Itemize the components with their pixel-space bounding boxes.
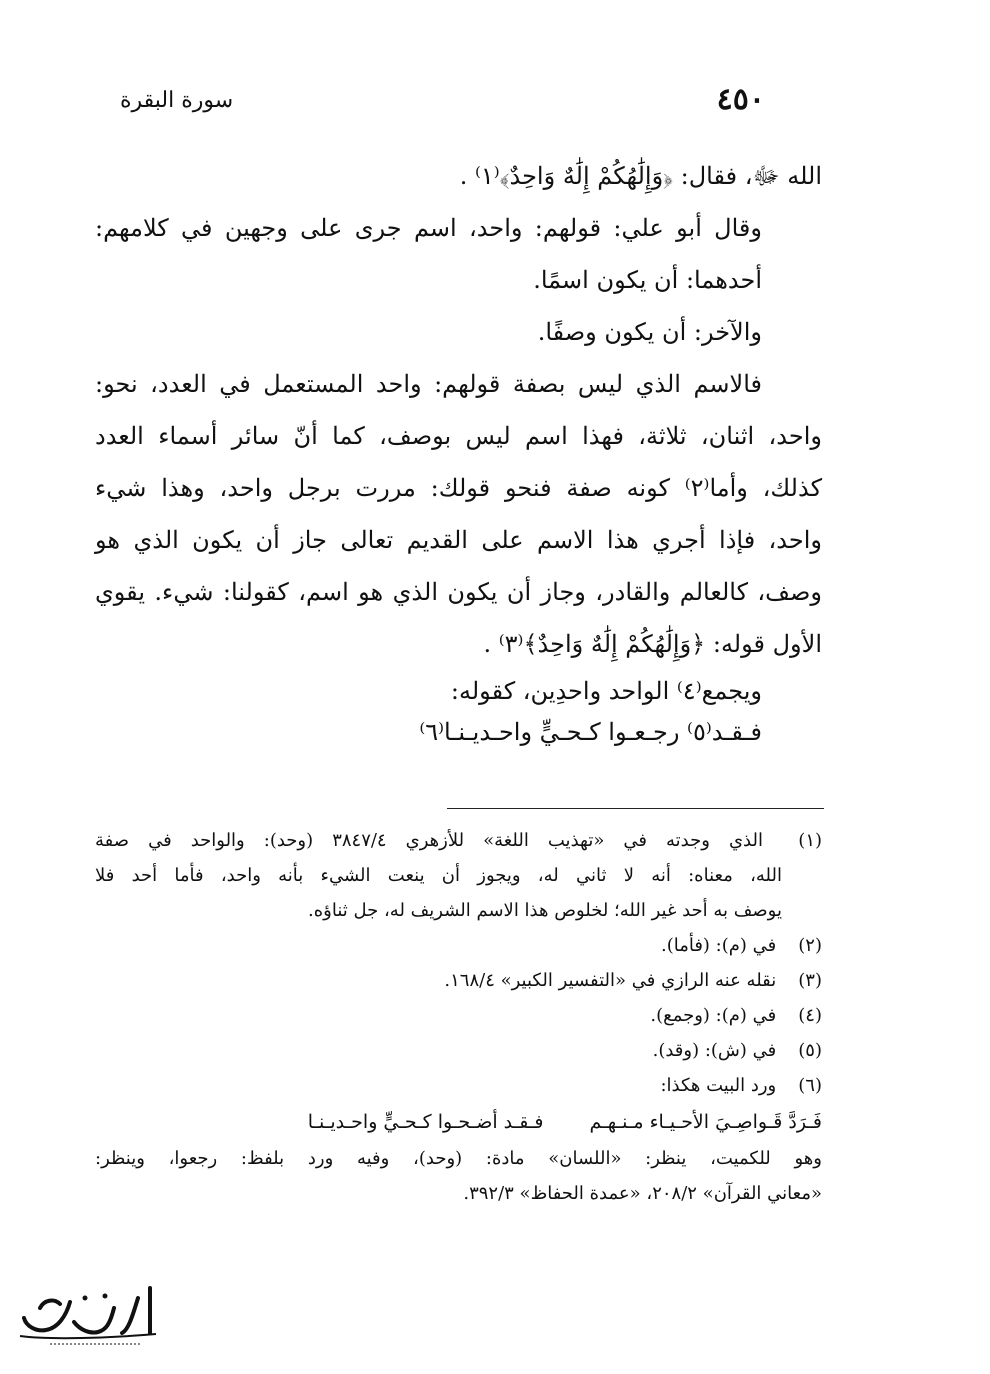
footnote-number: (٢) bbox=[798, 935, 822, 956]
surah-title: سورة البقرة bbox=[120, 88, 234, 113]
footnote-text: نقله عنه الرازي في «التفسير الكبير» ١٦٨/٤. bbox=[444, 970, 777, 991]
text-line: الله ﷻ، فقال: ﴿وَإِلَٰهُكُمْ إِلَٰهٌ وَاحِدٌ﴾⁽١⁾ . bbox=[459, 162, 822, 190]
footnote-number: (١) bbox=[798, 830, 823, 851]
text-line: وقال أبو علي: قولهم: واحد، اسم جرى على وجهين في كلامهم: bbox=[95, 214, 762, 242]
verse-second-hemistich: فـقـد أضـحـوا كـحـيٍّ واحـديـنـا bbox=[307, 1111, 544, 1133]
main-text bbox=[95, 150, 822, 752]
calligraphy-logo-icon bbox=[10, 1278, 160, 1358]
footnote-4 bbox=[95, 998, 822, 1033]
text-line: واحد، اثنان، ثلاثة، فهذا اسم ليس بوصف، كما أنّ سائر أسماء العدد bbox=[95, 422, 822, 450]
footnote-text: في (م): (فأما). bbox=[660, 935, 777, 956]
footnote-6-continued: وهو للكميت، ينظر: «اللسان» مادة: (وحد)، وفيه ورد بلفظ: رجعوا، وينظر: bbox=[95, 1148, 822, 1169]
page-header bbox=[0, 82, 990, 132]
footnote-3 bbox=[95, 963, 822, 998]
footnote-1-continued: الله، معناه: أنه لا ثاني له، ويجوز أن ينعت الشيء بأنه واحد، فأما أحد فلا bbox=[95, 865, 782, 886]
footnote-number: (٥) bbox=[798, 1040, 822, 1061]
footnote-6 bbox=[95, 1068, 822, 1103]
text-line: كذلك، وأما⁽٢⁾ كونه صفة فنحو قولك: مررت برجل واحد، وهذا شيء bbox=[95, 474, 822, 502]
footnote-number: (٤) bbox=[798, 1005, 822, 1026]
footnote-text: ورد البيت هكذا: bbox=[660, 1075, 777, 1096]
text-line: واحد، فإذا أجري هذا الاسم على القديم تعالى جاز أن يكون الذي هو bbox=[95, 526, 822, 554]
footnote-text: في (م): (وجمع). bbox=[650, 1005, 777, 1026]
footnote-1-continued: يوصف به أحد غير الله؛ لخلوص هذا الاسم الشريف له، جل ثناؤه. bbox=[308, 900, 782, 921]
footnote-number: (٦) bbox=[798, 1075, 822, 1096]
footnote-text: في (ش): (وقد). bbox=[652, 1040, 777, 1061]
footnote-number: (٣) bbox=[798, 970, 822, 991]
verse-first-hemistich: فَـرَدَّ قَـواصِـيَ الأحـيـاء مـنـهـم bbox=[589, 1111, 822, 1133]
footnote-6-verse bbox=[95, 1103, 822, 1141]
footnote-1 bbox=[95, 823, 822, 858]
footnotes bbox=[95, 823, 822, 1211]
footnote-6-continued: «معاني القرآن» ٢٠٨/٢، «عمدة الحفاظ» ٣٩٢/٣. bbox=[463, 1183, 822, 1204]
footnote-5 bbox=[95, 1033, 822, 1068]
footnote-separator bbox=[447, 808, 824, 809]
text-line: فالاسم الذي ليس بصفة قولهم: واحد المستعمل في العدد، نحو: bbox=[95, 370, 762, 398]
text-line: ويجمع⁽٤⁾ الواحد واحدِين، كقوله: bbox=[450, 677, 762, 705]
text-line: أحدهما: أن يكون اسمًا. bbox=[533, 266, 762, 294]
poetry-verse: فـقـد⁽٥⁾ رجـعـوا كـحـيٍّ واحـديـنـا⁽٦⁾ bbox=[419, 718, 762, 746]
text-line: الأول قوله: ﴿وَإِلَٰهُكُمْ إِلَٰهٌ وَاحِدٌ﴾⁽٣⁾ . bbox=[483, 630, 822, 658]
publisher-logo bbox=[10, 1278, 160, 1358]
footnote-2 bbox=[95, 928, 822, 963]
footnote-text: الذي وجدته في «تهذيب اللغة» للأزهري ٣٨٤٧/٤ (وحد): والواحد في صفة bbox=[95, 830, 763, 851]
text-line: والآخر: أن يكون وصفًا. bbox=[537, 318, 762, 346]
text-line: وصف، كالعالم والقادر، وجاز أن يكون الذي هو اسم، كقولنا: شيء. يقوي bbox=[95, 578, 822, 606]
page-number: ٤٥٠ bbox=[716, 82, 765, 117]
